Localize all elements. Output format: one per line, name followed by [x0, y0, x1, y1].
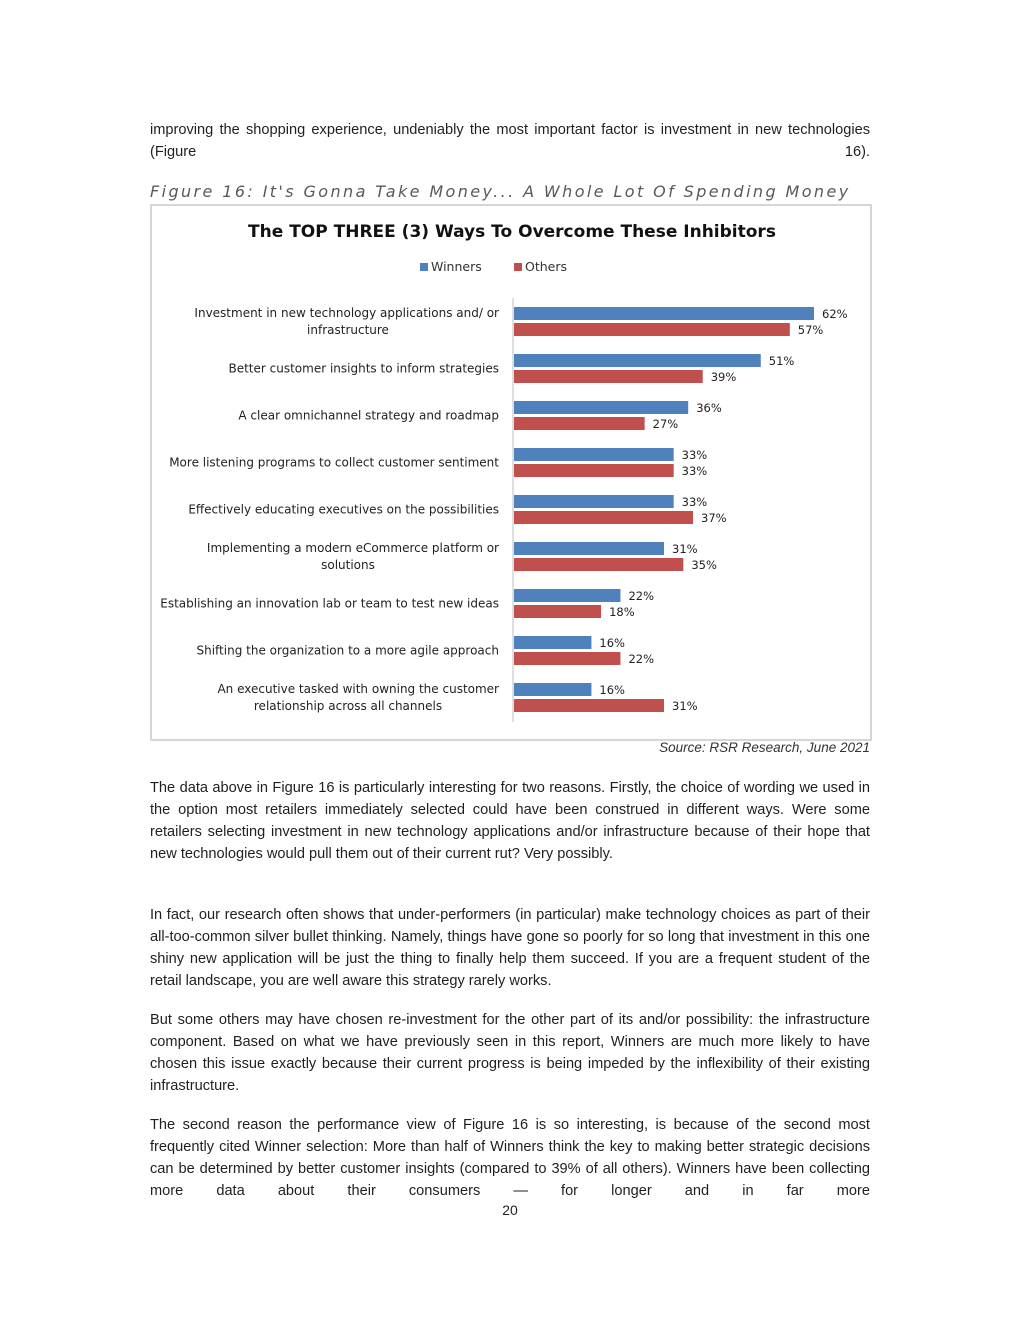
bar-winners: [514, 495, 674, 508]
paragraph-4: The second reason the performance view of Figure 16 is so interesting, is because of the second most frequently cited Winner selection: More than half of Winners think the key to making better strategic decisions can be determined by better customer insights (compared to 39% of all others). Winners have been collecting more data about their consumers — for longer and in far more: [150, 1117, 870, 1199]
legend-label-others: Others: [525, 259, 568, 274]
chart-title: The TOP THREE (3) Ways To Overcome These Inhibitors: [248, 222, 776, 242]
category-label: Establishing an innovation lab or team to test new ideas: [160, 596, 499, 611]
category-label: A clear omnichannel strategy and roadmap: [238, 408, 499, 423]
legend-swatch-winners: [420, 263, 428, 271]
chart-container: [150, 204, 872, 741]
bar-others: [514, 558, 683, 571]
page-number: 20: [502, 1202, 518, 1218]
legend-swatch-others: [514, 263, 522, 271]
data-label-others: 27%: [652, 417, 679, 431]
bar-others: [514, 652, 620, 665]
bar-others: [514, 323, 790, 336]
data-label-winners: 16%: [599, 636, 625, 650]
paragraph-2: In fact, our research often shows that under-performers (in particular) make technology choices as part of their all-too-common silver bullet thinking. Namely, things have gone so poorly for so long that investment in this one shiny new application will be just the thing to finally help them succeed. If you are a frequent student of the retail landscape, you are well aware this strategy rarely works.: [150, 907, 870, 989]
category-label: infrastructure: [307, 323, 389, 337]
bar-others: [514, 511, 693, 524]
figure-caption: Figure 16: It's Gonna Take Money... A Whole Lot Of Spending Money: [150, 182, 851, 201]
legend-label-winners: Winners: [431, 259, 482, 274]
data-label-others: 33%: [681, 464, 708, 478]
bar-winners: [514, 448, 674, 461]
bar-others: [514, 417, 645, 430]
data-label-others: 57%: [797, 323, 824, 337]
bar-winners: [514, 636, 591, 649]
data-label-winners: 33%: [681, 448, 708, 462]
bar-others: [514, 605, 601, 618]
bar-others: [514, 464, 674, 477]
paragraph-1: The data above in Figure 16 is particularly interesting for two reasons. Firstly, the choice of wording we used in the option most retailers immediately selected could have been construed in different ways. Were some retailers selecting investment in new technology applications and/or infrastructure because of their hope that new technologies would pull them out of their current rut? Very possibly.: [150, 780, 870, 862]
category-label: relationship across all channels: [253, 699, 443, 713]
data-label-winners: 36%: [696, 401, 722, 415]
category-label: Effectively educating executives on the possibilities: [188, 502, 499, 517]
data-label-winners: 62%: [822, 307, 848, 321]
intro-paragraph: [150, 119, 870, 163]
bar-winners: [514, 401, 688, 414]
category-label: An executive tasked with owning the customer: [217, 682, 499, 696]
category-label: Shifting the organization to a more agile approach: [196, 643, 499, 658]
data-label-others: 35%: [691, 558, 717, 572]
data-label-winners: 22%: [628, 589, 655, 603]
bar-winners: [514, 354, 761, 367]
category-label: More listening programs to collect customer sentiment: [169, 455, 499, 470]
category-label: Implementing a modern eCommerce platform or: [206, 541, 499, 555]
data-label-winners: 33%: [681, 495, 708, 509]
paragraph-3: But some others may have chosen re-investment for the other part of its and/or possibility: the infrastructure component. Based on what we have previously seen in this report, Winners are much more likely to have chosen this issue exactly because their current progress is being impeded by the inflexibility of their existing infrastructure.: [150, 1012, 870, 1094]
data-label-others: 37%: [701, 511, 727, 525]
bar-others: [514, 370, 703, 383]
bar-winners: [514, 307, 814, 320]
category-label: Investment in new technology applications and/ or: [194, 306, 499, 320]
bar-winners: [514, 683, 591, 696]
data-label-others: 31%: [672, 699, 698, 713]
data-label-winners: 51%: [768, 354, 795, 368]
category-label: Better customer insights to inform strategies: [228, 361, 499, 376]
category-label: solutions: [321, 558, 375, 572]
bar-winners: [514, 589, 620, 602]
bar-others: [514, 699, 664, 712]
data-label-others: 22%: [628, 652, 655, 666]
bar-chart: [152, 206, 870, 739]
data-label-winners: 31%: [672, 542, 698, 556]
source-note: Source: RSR Research, June 2021: [659, 740, 870, 755]
data-label-others: 39%: [710, 370, 737, 384]
intro-text: improving the shopping experience, undeniably the most important factor is investment in new technologies (Figure 16).: [150, 122, 870, 160]
bar-winners: [514, 542, 664, 555]
data-label-others: 18%: [609, 605, 635, 619]
data-label-winners: 16%: [599, 683, 625, 697]
